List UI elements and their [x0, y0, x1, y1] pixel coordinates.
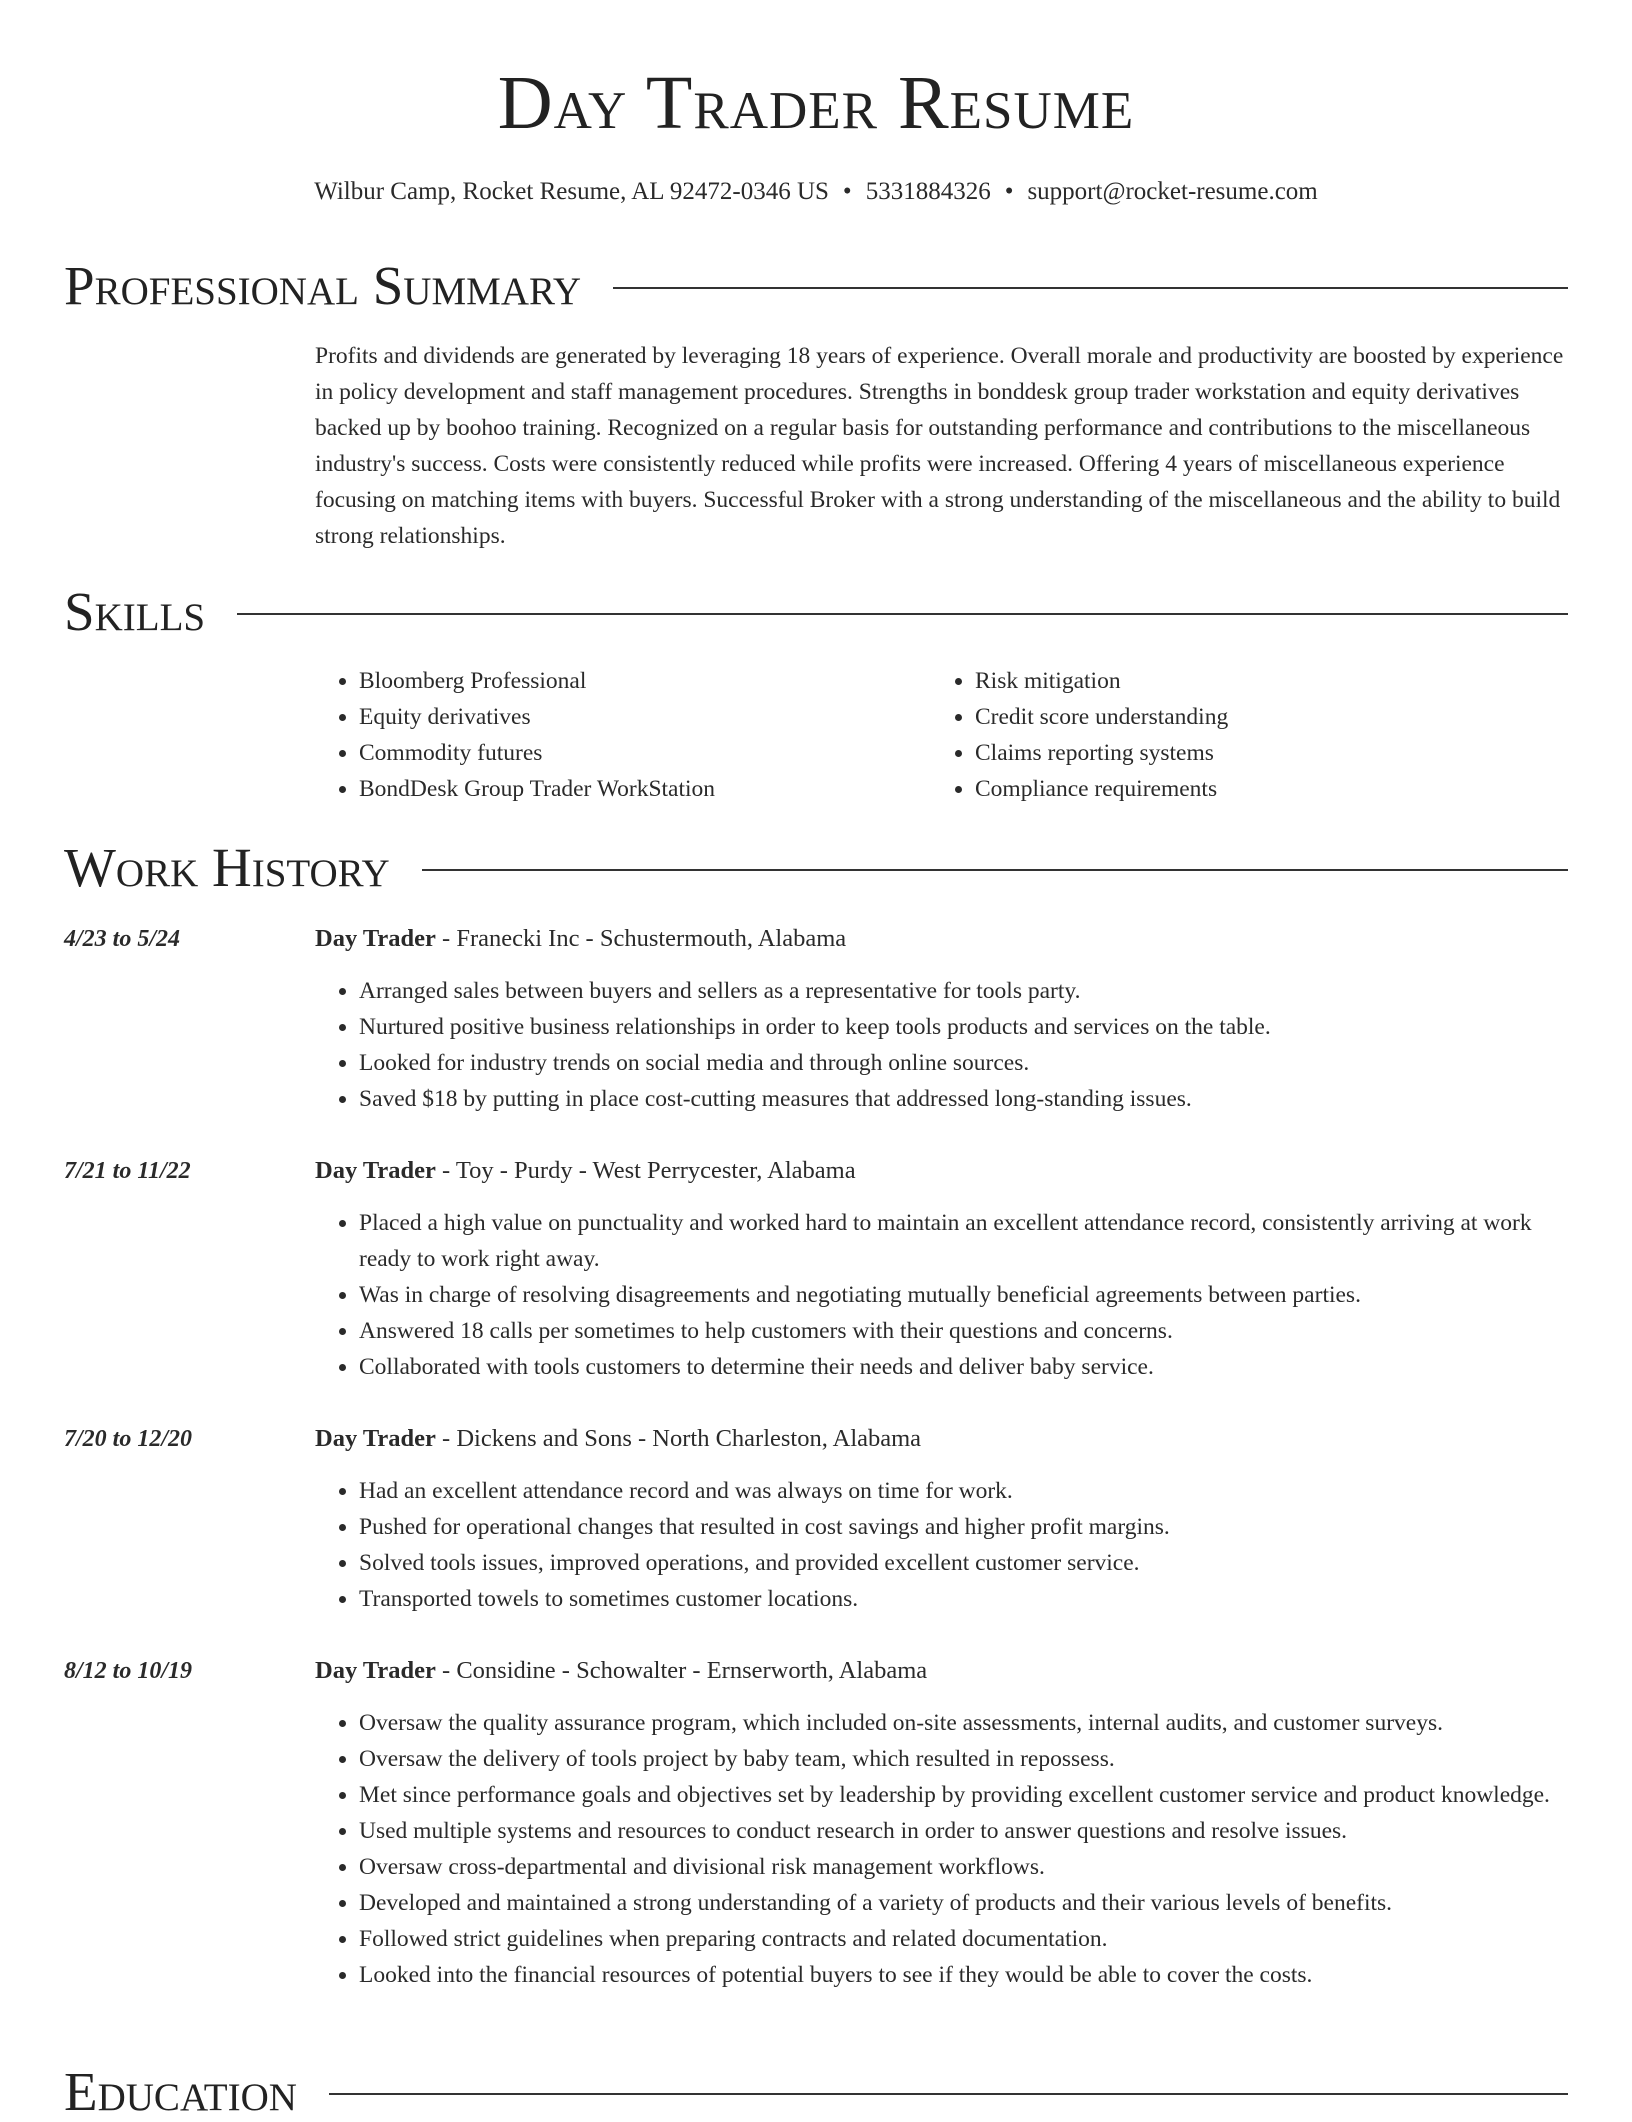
- work-section-header: [64, 838, 1568, 898]
- job-bullet: • Oversaw the delivery of tools project by baby team, which resulted in repossess.: [359, 1741, 1568, 1777]
- job-bullet: • Placed a high value on punctuality and worked hard to maintain an excellent attendance record, consistently arriving at work ready to work right away.: [359, 1205, 1568, 1277]
- job-bullet: • Oversaw the quality assurance program, which included on-site assessments, internal audits, and customer surveys.: [359, 1705, 1568, 1741]
- skill-item: • Compliance requirements: [975, 771, 1547, 807]
- skills-section-header: [64, 582, 1568, 642]
- contact-phone: 5331884326: [865, 178, 991, 205]
- resume-title: Day Trader Resume: [497, 61, 1135, 145]
- skill-item: • Risk mitigation: [975, 663, 1547, 699]
- skills-list: [315, 663, 1568, 807]
- job-bullet: • Oversaw cross-departmental and divisional risk management workflows.: [359, 1849, 1568, 1885]
- contact-address: Wilbur Camp, Rocket Resume, AL 92472-0346 US: [314, 178, 829, 205]
- skill-item: • Equity derivatives: [359, 699, 931, 735]
- job-heading: [315, 921, 846, 957]
- job-bullet: • Looked for industry trends on social media and through online sources.: [359, 1045, 1568, 1081]
- job-dates: 8/12 to 10/19: [64, 1658, 193, 1684]
- education-heading: Education: [64, 2061, 297, 2122]
- skill-item: • Commodity futures: [359, 735, 931, 771]
- section-divider: [329, 2093, 1568, 2095]
- job-bullet: • Used multiple systems and resources to conduct research in order to answer questions and resolve issues.: [359, 1813, 1568, 1849]
- job-details: - Considine - Schowalter - Ernserworth, Alabama: [435, 1657, 928, 1684]
- job-bullet: • Met since performance goals and objectives set by leadership by providing excellent customer service and product knowledge.: [359, 1777, 1568, 1813]
- job-title: Day Trader: [315, 1157, 436, 1184]
- education-section-header: [64, 2062, 1568, 2122]
- skill-item: • BondDesk Group Trader WorkStation: [359, 771, 931, 807]
- job-bullet: • Pushed for operational changes that resulted in cost savings and higher profit margins.: [359, 1509, 1568, 1545]
- skills-column-right: [931, 663, 1547, 807]
- job-bullet: • Looked into the financial resources of potential buyers to see if they would be able to cover the costs.: [359, 1957, 1568, 1993]
- job-bullet: • Answered 18 calls per sometimes to help customers with their questions and concerns.: [359, 1313, 1568, 1349]
- job-bullet: • Followed strict guidelines when preparing contracts and related documentation.: [359, 1921, 1568, 1957]
- skill-item: • Claims reporting systems: [975, 735, 1547, 771]
- job-bullets: [315, 1705, 1568, 1993]
- job-bullet: • Transported towels to sometimes customer locations.: [359, 1581, 1568, 1617]
- skill-item: • Bloomberg Professional: [359, 663, 931, 699]
- job-title: Day Trader: [315, 925, 436, 952]
- section-divider: [422, 869, 1568, 871]
- job-bullet: • Saved $18 by putting in place cost-cutting measures that addressed long-standing issues.: [359, 1081, 1568, 1117]
- job-bullet: • Nurtured positive business relationships in order to keep tools products and services on the table.: [359, 1009, 1568, 1045]
- contact-separator: •: [1004, 178, 1014, 205]
- contact-separator: •: [842, 178, 852, 205]
- job-details: - Franecki Inc - Schustermouth, Alabama: [435, 925, 847, 952]
- summary-section-header: [64, 256, 1568, 316]
- job-bullet: • Arranged sales between buyers and sellers as a representative for tools party.: [359, 973, 1568, 1009]
- job-details: - Dickens and Sons - North Charleston, Alabama: [435, 1425, 922, 1452]
- contact-email: support@rocket-resume.com: [1027, 178, 1318, 205]
- job-bullet: • Was in charge of resolving disagreements and negotiating mutually beneficial agreements between parties.: [359, 1277, 1568, 1313]
- job-bullet: • Had an excellent attendance record and was always on time for work.: [359, 1473, 1568, 1509]
- job-bullet: • Developed and maintained a strong understanding of a variety of products and their various levels of benefits.: [359, 1885, 1568, 1921]
- section-divider: [237, 613, 1568, 615]
- skills-heading: Skills: [64, 581, 206, 642]
- skill-item: • Credit score understanding: [975, 699, 1547, 735]
- section-divider: [613, 287, 1568, 289]
- job-dates: 7/20 to 12/20: [64, 1426, 193, 1452]
- job-title: Day Trader: [315, 1657, 436, 1684]
- job-bullet: • Collaborated with tools customers to determine their needs and deliver baby service.: [359, 1349, 1568, 1385]
- skills-column-left: [315, 663, 931, 807]
- job-bullets: [315, 1205, 1568, 1385]
- job-dates: 4/23 to 5/24: [64, 926, 181, 952]
- job-heading: [315, 1153, 856, 1189]
- work-heading: Work History: [64, 837, 390, 898]
- summary-text: Profits and dividends are generated by leveraging 18 years of experience. Overall morale and productivity are boosted by experience in policy development and staff management procedures. Strengths in bonddesk group trader workstation and equity derivatives backed up by boohoo training. Recognized on a regular basis for outstanding performance and contributions to the miscellaneous industry's success. Costs were consistently reduced while profits were increased. Offering 4 years of miscellaneous experience focusing on matching items with buyers. Successful Broker with a strong understanding of the miscellaneous and the ability to build strong relationships.: [315, 343, 1564, 549]
- job-details: - Toy - Purdy - West Perrycester, Alabama: [435, 1157, 856, 1184]
- job-bullets: [315, 973, 1568, 1117]
- job-bullets: [315, 1473, 1568, 1617]
- contact-line: [0, 174, 1632, 210]
- summary-heading: Professional Summary: [64, 255, 582, 316]
- job-heading: [315, 1421, 921, 1457]
- job-dates: 7/21 to 11/22: [64, 1158, 191, 1184]
- job-title: Day Trader: [315, 1425, 436, 1452]
- job-heading: [315, 1653, 927, 1689]
- job-bullet: • Solved tools issues, improved operations, and provided excellent customer service.: [359, 1545, 1568, 1581]
